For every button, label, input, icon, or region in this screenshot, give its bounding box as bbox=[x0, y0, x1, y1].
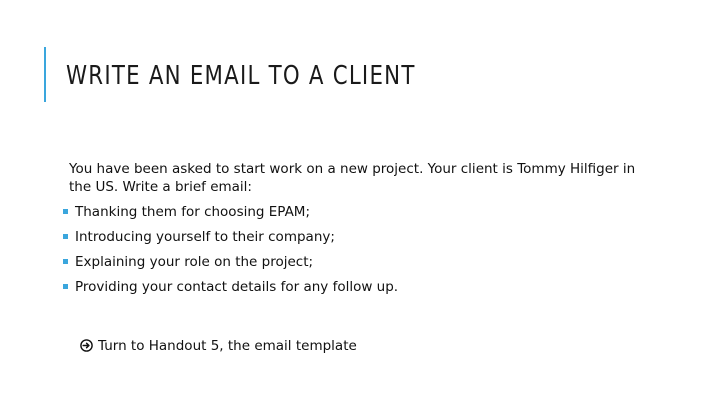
bullet-item bbox=[62, 253, 662, 271]
square-bullet-icon bbox=[63, 284, 68, 289]
circled-arrow-icon bbox=[80, 339, 94, 357]
handout-note-text: Turn to Handout 5, the email template bbox=[98, 338, 357, 354]
bullet-text: Introducing yourself to their company; bbox=[75, 229, 335, 245]
bullet-list bbox=[62, 203, 662, 296]
bullet-text: Thanking them for choosing EPAM; bbox=[75, 204, 311, 220]
square-bullet-icon bbox=[63, 259, 68, 264]
bullet-item bbox=[62, 228, 662, 246]
handout-note bbox=[80, 337, 357, 357]
slide-body bbox=[62, 160, 662, 303]
title-accent-bar bbox=[44, 47, 46, 102]
slide-title: WRITE AN EMAIL TO A CLIENT bbox=[66, 61, 416, 91]
bullet-item bbox=[62, 278, 662, 296]
intro-text: You have been asked to start work on a new project. Your client is Tommy Hilfiger in the US. Write a brief email: bbox=[69, 161, 636, 195]
bullet-item bbox=[62, 203, 662, 221]
bullet-text: Explaining your role on the project; bbox=[75, 254, 314, 270]
bullet-text: Providing your contact details for any follow up. bbox=[75, 279, 399, 295]
square-bullet-icon bbox=[63, 234, 68, 239]
square-bullet-icon bbox=[63, 209, 68, 214]
